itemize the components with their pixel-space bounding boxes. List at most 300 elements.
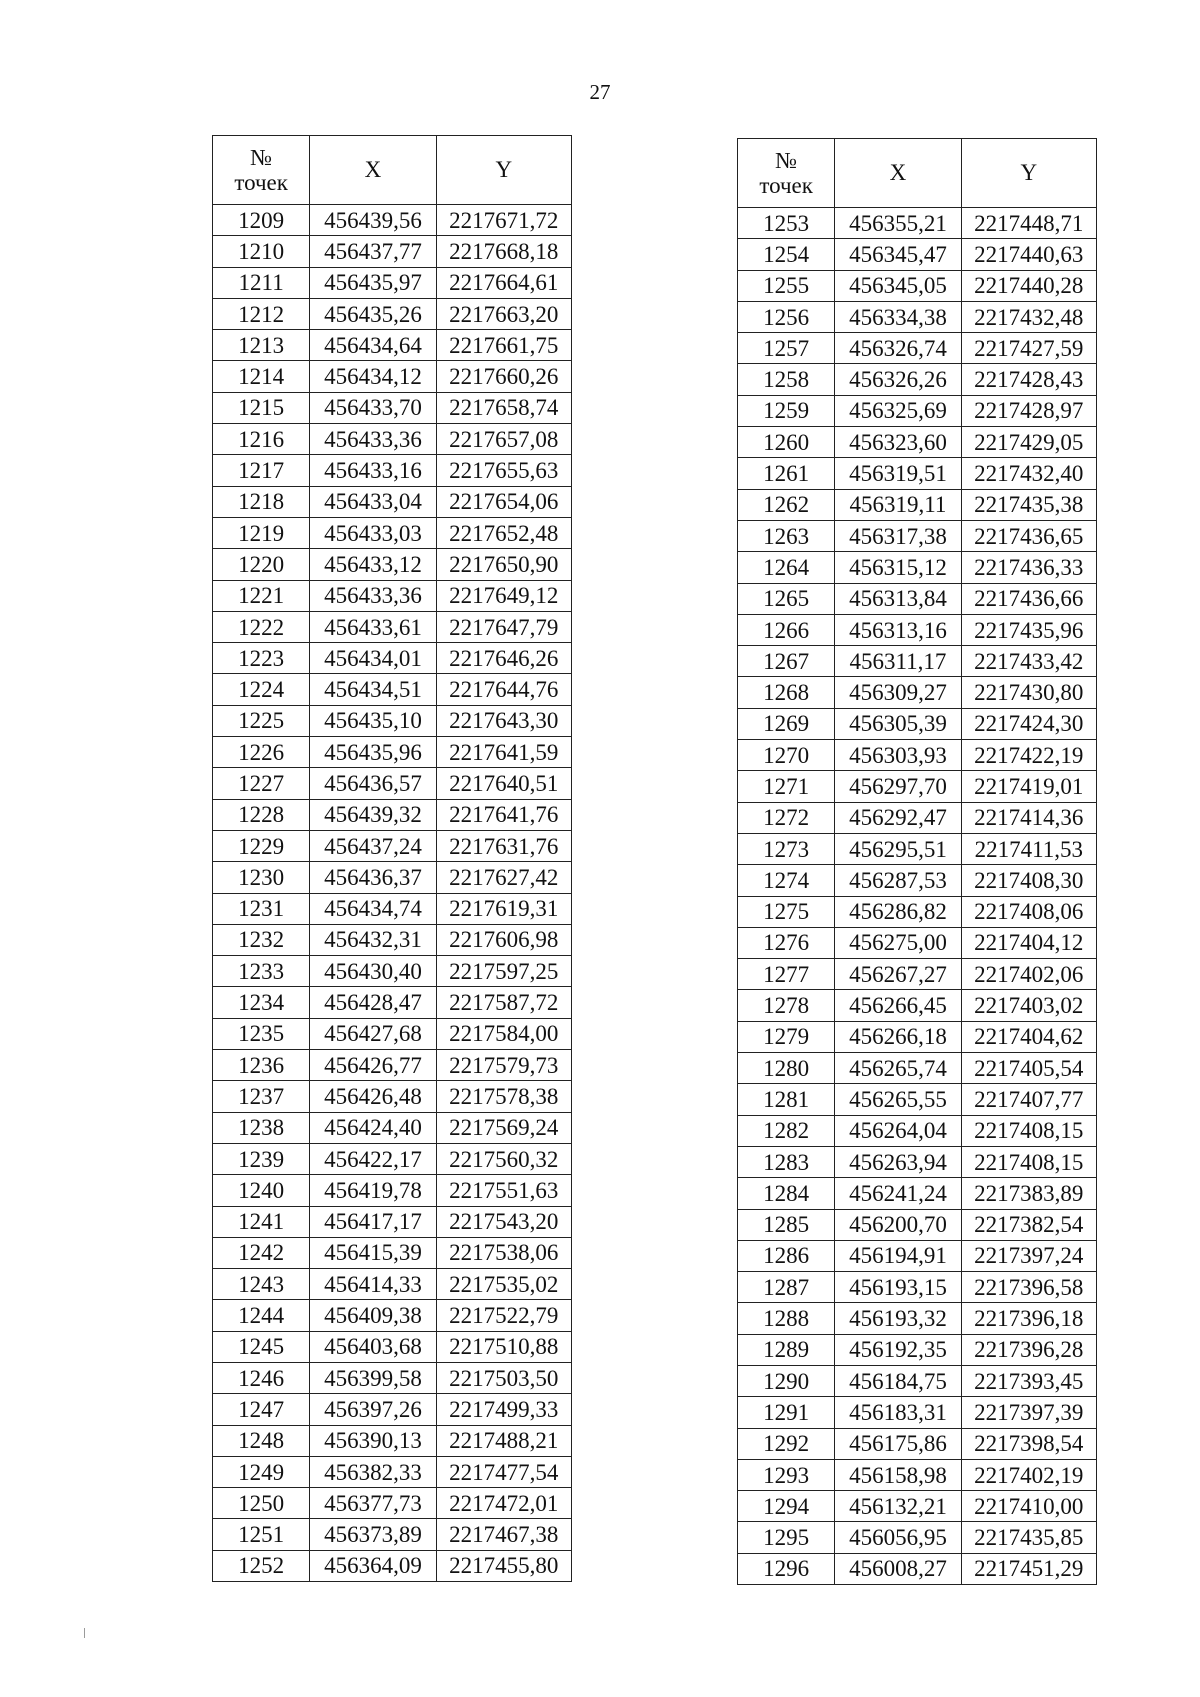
x-cell: 456345,47 (835, 239, 961, 270)
y-cell: 2217606,98 (436, 924, 571, 955)
point-number-cell: 1281 (738, 1084, 835, 1115)
point-number-cell: 1237 (213, 1081, 310, 1112)
point-number-cell: 1245 (213, 1331, 310, 1362)
x-cell: 456439,56 (310, 205, 436, 236)
x-cell: 456315,12 (835, 552, 961, 583)
table-row (738, 990, 1097, 1021)
table-row (738, 708, 1097, 739)
x-cell: 456390,13 (310, 1425, 436, 1456)
table-row (213, 1300, 572, 1331)
y-cell: 2217477,54 (436, 1456, 571, 1487)
x-cell: 456303,93 (835, 740, 961, 771)
table-row (738, 1397, 1097, 1428)
table-row (738, 1491, 1097, 1522)
x-cell: 456433,03 (310, 517, 436, 548)
table-row (213, 517, 572, 548)
x-cell: 456309,27 (835, 677, 961, 708)
x-cell: 456434,01 (310, 643, 436, 674)
y-cell: 2217448,71 (961, 208, 1096, 239)
table-row (738, 833, 1097, 864)
table-row (213, 1519, 572, 1550)
x-cell: 456433,36 (310, 580, 436, 611)
y-cell: 2217408,15 (961, 1146, 1096, 1177)
x-cell: 456267,27 (835, 959, 961, 990)
table-row (213, 1331, 572, 1362)
table-row (213, 768, 572, 799)
y-cell: 2217396,28 (961, 1334, 1096, 1365)
x-cell: 456435,10 (310, 705, 436, 736)
x-cell: 456430,40 (310, 956, 436, 987)
table-row (213, 330, 572, 361)
point-number-cell: 1283 (738, 1146, 835, 1177)
table-row (213, 1456, 572, 1487)
table-row (738, 301, 1097, 332)
table-row (738, 1178, 1097, 1209)
y-cell: 2217597,25 (436, 956, 571, 987)
point-number-cell: 1282 (738, 1115, 835, 1146)
y-cell: 2217433,42 (961, 646, 1096, 677)
point-number-cell: 1248 (213, 1425, 310, 1456)
point-number-cell: 1260 (738, 427, 835, 458)
x-cell: 456345,05 (835, 270, 961, 301)
x-cell: 456432,31 (310, 924, 436, 955)
point-number-cell: 1229 (213, 830, 310, 861)
x-cell: 456275,00 (835, 927, 961, 958)
y-cell: 2217408,06 (961, 896, 1096, 927)
coordinates-table-right (737, 138, 1097, 1585)
point-number-cell: 1222 (213, 611, 310, 642)
y-cell: 2217398,54 (961, 1428, 1096, 1459)
x-cell: 456056,95 (835, 1522, 961, 1553)
point-number-cell: 1262 (738, 489, 835, 520)
y-cell: 2217419,01 (961, 771, 1096, 802)
y-cell: 2217467,38 (436, 1519, 571, 1550)
y-cell: 2217435,96 (961, 614, 1096, 645)
x-cell: 456193,15 (835, 1272, 961, 1303)
table-row (213, 392, 572, 423)
x-cell: 456326,26 (835, 364, 961, 395)
y-cell: 2217436,65 (961, 520, 1096, 551)
table-row (213, 611, 572, 642)
table-row (738, 927, 1097, 958)
y-cell: 2217435,85 (961, 1522, 1096, 1553)
table-row (738, 239, 1097, 270)
point-number-cell: 1246 (213, 1362, 310, 1393)
x-cell: 456325,69 (835, 395, 961, 426)
table-row (213, 893, 572, 924)
x-cell: 456297,70 (835, 771, 961, 802)
point-number-cell: 1275 (738, 896, 835, 927)
table-row (738, 1084, 1097, 1115)
table-row (738, 208, 1097, 239)
table-row (213, 1018, 572, 1049)
y-cell: 2217578,38 (436, 1081, 571, 1112)
y-cell: 2217383,89 (961, 1178, 1096, 1209)
point-number-cell: 1254 (738, 239, 835, 270)
x-cell: 456295,51 (835, 833, 961, 864)
point-number-cell: 1290 (738, 1365, 835, 1396)
point-number-cell: 1209 (213, 205, 310, 236)
point-number-cell: 1272 (738, 802, 835, 833)
x-cell: 456311,17 (835, 646, 961, 677)
y-cell: 2217407,77 (961, 1084, 1096, 1115)
point-number-cell: 1267 (738, 646, 835, 677)
table-row (738, 740, 1097, 771)
table-row (738, 583, 1097, 614)
table-row (213, 830, 572, 861)
table-row (738, 1053, 1097, 1084)
x-cell: 456305,39 (835, 708, 961, 739)
y-cell: 2217430,80 (961, 677, 1096, 708)
y-cell: 2217422,19 (961, 740, 1096, 771)
table-row (213, 1488, 572, 1519)
y-cell: 2217643,30 (436, 705, 571, 736)
x-cell: 456433,70 (310, 392, 436, 423)
point-number-cell: 1227 (213, 768, 310, 799)
y-cell: 2217654,06 (436, 486, 571, 517)
x-cell: 456422,17 (310, 1143, 436, 1174)
x-cell: 456435,97 (310, 267, 436, 298)
point-number-cell: 1268 (738, 677, 835, 708)
point-number-cell: 1230 (213, 862, 310, 893)
point-number-cell: 1274 (738, 865, 835, 896)
point-number-cell: 1264 (738, 552, 835, 583)
x-cell: 456435,96 (310, 737, 436, 768)
point-number-cell: 1211 (213, 267, 310, 298)
x-cell: 456326,74 (835, 333, 961, 364)
point-number-cell: 1225 (213, 705, 310, 736)
x-cell: 456435,26 (310, 298, 436, 329)
point-number-cell: 1279 (738, 1021, 835, 1052)
point-number-cell: 1212 (213, 298, 310, 329)
x-cell: 456264,04 (835, 1115, 961, 1146)
x-cell: 456424,40 (310, 1112, 436, 1143)
point-number-cell: 1250 (213, 1488, 310, 1519)
x-cell: 456194,91 (835, 1240, 961, 1271)
table-row (738, 677, 1097, 708)
y-cell: 2217427,59 (961, 333, 1096, 364)
y-cell: 2217664,61 (436, 267, 571, 298)
x-cell: 456434,74 (310, 893, 436, 924)
point-number-cell: 1294 (738, 1491, 835, 1522)
y-cell: 2217631,76 (436, 830, 571, 861)
table-row (213, 1112, 572, 1143)
point-number-header: № точек (213, 136, 310, 205)
point-number-cell: 1251 (213, 1519, 310, 1550)
y-cell: 2217403,02 (961, 990, 1096, 1021)
table-row (213, 1081, 572, 1112)
y-cell: 2217435,38 (961, 489, 1096, 520)
y-cell: 2217410,00 (961, 1491, 1096, 1522)
table-row (738, 458, 1097, 489)
point-number-cell: 1289 (738, 1334, 835, 1365)
table-header (738, 139, 1097, 208)
x-cell: 456265,74 (835, 1053, 961, 1084)
y-cell: 2217429,05 (961, 427, 1096, 458)
y-cell: 2217432,48 (961, 301, 1096, 332)
y-cell: 2217408,30 (961, 865, 1096, 896)
table-header (213, 136, 572, 205)
table-row (738, 1365, 1097, 1396)
point-number-cell: 1217 (213, 455, 310, 486)
y-cell: 2217535,02 (436, 1269, 571, 1300)
point-number-cell: 1221 (213, 580, 310, 611)
table-row (738, 959, 1097, 990)
table-row (738, 395, 1097, 426)
x-cell: 456355,21 (835, 208, 961, 239)
table-row (213, 205, 572, 236)
y-cell: 2217627,42 (436, 862, 571, 893)
x-cell: 456184,75 (835, 1365, 961, 1396)
table-row (213, 674, 572, 705)
y-cell: 2217579,73 (436, 1050, 571, 1081)
x-cell: 456241,24 (835, 1178, 961, 1209)
x-cell: 456317,38 (835, 520, 961, 551)
point-number-cell: 1218 (213, 486, 310, 517)
table-row (213, 1550, 572, 1581)
x-cell: 456409,38 (310, 1300, 436, 1331)
y-cell: 2217404,62 (961, 1021, 1096, 1052)
x-cell: 456132,21 (835, 1491, 961, 1522)
point-number-cell: 1259 (738, 395, 835, 426)
y-cell: 2217396,58 (961, 1272, 1096, 1303)
x-cell: 456265,55 (835, 1084, 961, 1115)
y-cell: 2217649,12 (436, 580, 571, 611)
y-cell: 2217663,20 (436, 298, 571, 329)
x-cell: 456433,12 (310, 549, 436, 580)
y-cell: 2217668,18 (436, 236, 571, 267)
y-cell: 2217382,54 (961, 1209, 1096, 1240)
table-row (213, 1206, 572, 1237)
x-cell: 456399,58 (310, 1362, 436, 1393)
y-cell: 2217472,01 (436, 1488, 571, 1519)
table-row (213, 549, 572, 580)
point-number-cell: 1269 (738, 708, 835, 739)
y-cell: 2217411,53 (961, 833, 1096, 864)
y-cell: 2217503,50 (436, 1362, 571, 1393)
table-row (213, 1237, 572, 1268)
x-cell: 456414,33 (310, 1269, 436, 1300)
y-cell: 2217428,43 (961, 364, 1096, 395)
x-cell: 456323,60 (835, 427, 961, 458)
y-cell: 2217522,79 (436, 1300, 571, 1331)
y-cell: 2217488,21 (436, 1425, 571, 1456)
y-cell: 2217560,32 (436, 1143, 571, 1174)
point-number-cell: 1210 (213, 236, 310, 267)
x-cell: 456437,77 (310, 236, 436, 267)
point-number-cell: 1213 (213, 330, 310, 361)
y-cell: 2217436,66 (961, 583, 1096, 614)
point-number-cell: 1219 (213, 517, 310, 548)
x-cell: 456373,89 (310, 1519, 436, 1550)
point-number-cell: 1234 (213, 987, 310, 1018)
table-row (738, 270, 1097, 301)
table-row (213, 1269, 572, 1300)
table-row (738, 1459, 1097, 1490)
table-row (213, 361, 572, 392)
scan-mark (84, 1628, 85, 1638)
point-number-cell: 1220 (213, 549, 310, 580)
point-number-cell: 1215 (213, 392, 310, 423)
y-cell: 2217455,80 (436, 1550, 571, 1581)
point-number-cell: 1223 (213, 643, 310, 674)
x-cell: 456419,78 (310, 1175, 436, 1206)
table-row (213, 580, 572, 611)
point-number-cell: 1285 (738, 1209, 835, 1240)
table-row (213, 737, 572, 768)
table-row (738, 614, 1097, 645)
point-number-cell: 1278 (738, 990, 835, 1021)
y-cell: 2217393,45 (961, 1365, 1096, 1396)
y-cell: 2217402,06 (961, 959, 1096, 990)
table-body (213, 205, 572, 1582)
table-row (738, 1272, 1097, 1303)
x-cell: 456436,37 (310, 862, 436, 893)
point-number-cell: 1270 (738, 740, 835, 771)
table-row (213, 486, 572, 517)
point-number-cell: 1238 (213, 1112, 310, 1143)
table-row (213, 424, 572, 455)
y-cell: 2217440,63 (961, 239, 1096, 270)
table-row (213, 956, 572, 987)
y-cell: 2217569,24 (436, 1112, 571, 1143)
point-number-cell: 1231 (213, 893, 310, 924)
table-row (738, 1303, 1097, 1334)
point-number-cell: 1243 (213, 1269, 310, 1300)
point-number-cell: 1296 (738, 1553, 835, 1584)
point-number-cell: 1292 (738, 1428, 835, 1459)
x-cell: 456313,84 (835, 583, 961, 614)
y-cell: 2217428,97 (961, 395, 1096, 426)
x-cell: 456433,36 (310, 424, 436, 455)
point-number-cell: 1293 (738, 1459, 835, 1490)
point-number-cell: 1258 (738, 364, 835, 395)
x-cell: 456415,39 (310, 1237, 436, 1268)
point-number-cell: 1249 (213, 1456, 310, 1487)
point-number-cell: 1263 (738, 520, 835, 551)
x-cell: 456364,09 (310, 1550, 436, 1581)
y-cell: 2217661,75 (436, 330, 571, 361)
x-cell: 456437,24 (310, 830, 436, 861)
x-cell: 456417,17 (310, 1206, 436, 1237)
table-row (738, 802, 1097, 833)
table-row (738, 1522, 1097, 1553)
point-number-cell: 1242 (213, 1237, 310, 1268)
point-number-cell: 1287 (738, 1272, 835, 1303)
x-cell: 456008,27 (835, 1553, 961, 1584)
point-number-cell: 1256 (738, 301, 835, 332)
table-row (738, 1115, 1097, 1146)
point-number-cell: 1288 (738, 1303, 835, 1334)
table-row (738, 1553, 1097, 1584)
point-number-cell: 1253 (738, 208, 835, 239)
x-cell: 456263,94 (835, 1146, 961, 1177)
point-number-cell: 1240 (213, 1175, 310, 1206)
x-cell: 456292,47 (835, 802, 961, 833)
y-cell: 2217587,72 (436, 987, 571, 1018)
table-row (213, 924, 572, 955)
y-cell: 2217404,12 (961, 927, 1096, 958)
x-cell: 456287,53 (835, 865, 961, 896)
table-row (213, 643, 572, 674)
y-cell: 2217652,48 (436, 517, 571, 548)
y-cell: 2217646,26 (436, 643, 571, 674)
table-row (738, 333, 1097, 364)
point-number-cell: 1247 (213, 1394, 310, 1425)
x-cell: 456403,68 (310, 1331, 436, 1362)
y-cell: 2217647,79 (436, 611, 571, 642)
x-cell: 456427,68 (310, 1018, 436, 1049)
y-cell: 2217451,29 (961, 1553, 1096, 1584)
x-header: X (835, 139, 961, 208)
table-row (213, 799, 572, 830)
y-cell: 2217641,76 (436, 799, 571, 830)
y-cell: 2217397,39 (961, 1397, 1096, 1428)
point-number-cell: 1228 (213, 799, 310, 830)
y-cell: 2217432,40 (961, 458, 1096, 489)
x-cell: 456377,73 (310, 1488, 436, 1519)
point-number-header: № точек (738, 139, 835, 208)
x-cell: 456183,31 (835, 1397, 961, 1428)
point-number-cell: 1255 (738, 270, 835, 301)
y-cell: 2217414,36 (961, 802, 1096, 833)
x-cell: 456193,32 (835, 1303, 961, 1334)
y-cell: 2217405,54 (961, 1053, 1096, 1084)
x-cell: 456382,33 (310, 1456, 436, 1487)
x-cell: 456433,61 (310, 611, 436, 642)
point-number-cell: 1216 (213, 424, 310, 455)
table-row (213, 1362, 572, 1393)
y-cell: 2217397,24 (961, 1240, 1096, 1271)
y-cell: 2217436,33 (961, 552, 1096, 583)
table-row (738, 896, 1097, 927)
table-row (213, 1394, 572, 1425)
x-cell: 456428,47 (310, 987, 436, 1018)
point-number-cell: 1266 (738, 614, 835, 645)
x-cell: 456313,16 (835, 614, 961, 645)
point-number-cell: 1224 (213, 674, 310, 705)
y-cell: 2217640,51 (436, 768, 571, 799)
y-header: Y (961, 139, 1096, 208)
point-number-cell: 1239 (213, 1143, 310, 1174)
x-cell: 456433,16 (310, 455, 436, 486)
y-cell: 2217402,19 (961, 1459, 1096, 1490)
table-row (738, 1240, 1097, 1271)
point-number-cell: 1273 (738, 833, 835, 864)
table-row (738, 771, 1097, 802)
y-cell: 2217538,06 (436, 1237, 571, 1268)
y-cell: 2217660,26 (436, 361, 571, 392)
table-row (738, 1146, 1097, 1177)
y-cell: 2217543,20 (436, 1206, 571, 1237)
table-row (738, 1209, 1097, 1240)
y-cell: 2217671,72 (436, 205, 571, 236)
x-cell: 456439,32 (310, 799, 436, 830)
point-number-cell: 1271 (738, 771, 835, 802)
table-row (213, 1050, 572, 1081)
point-number-cell: 1233 (213, 956, 310, 987)
table-row (213, 1175, 572, 1206)
coordinates-table-left (212, 135, 572, 1582)
point-number-cell: 1214 (213, 361, 310, 392)
y-cell: 2217499,33 (436, 1394, 571, 1425)
point-number-cell: 1235 (213, 1018, 310, 1049)
x-cell: 456175,86 (835, 1428, 961, 1459)
table-row (738, 1021, 1097, 1052)
point-number-cell: 1261 (738, 458, 835, 489)
table-row (738, 489, 1097, 520)
table-row (213, 298, 572, 329)
